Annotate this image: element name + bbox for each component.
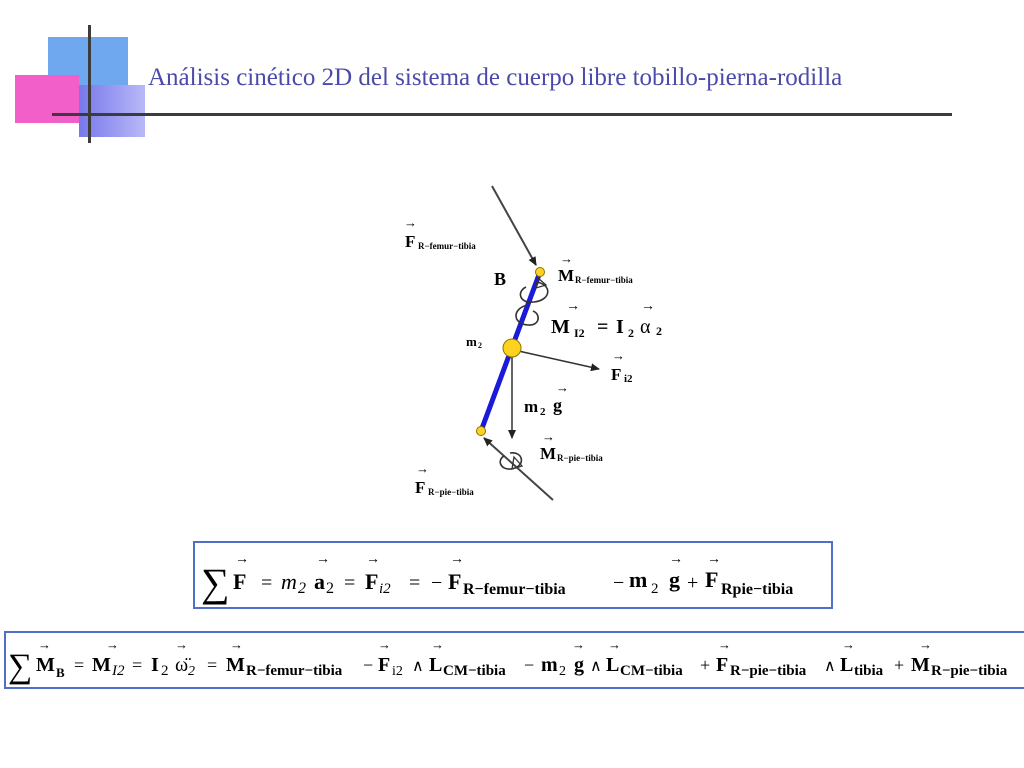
force-inertia-arrow-icon: [514, 350, 599, 369]
svg-text:R−femur−tibia: R−femur−tibia: [418, 241, 476, 251]
svg-text:2: 2: [161, 663, 169, 679]
svg-text:F: F: [405, 232, 416, 251]
svg-text:∧: ∧: [824, 658, 836, 675]
svg-text:2: 2: [651, 581, 659, 597]
svg-text:F: F: [415, 478, 426, 497]
svg-text:CM−tibia: CM−tibia: [620, 663, 683, 679]
svg-text:R−pie−tibia: R−pie−tibia: [730, 663, 807, 679]
svg-text:→: →: [404, 215, 417, 230]
svg-text:m: m: [629, 567, 648, 592]
svg-text:L: L: [429, 654, 443, 676]
svg-text:F: F: [716, 654, 729, 676]
svg-text:−: −: [613, 572, 625, 594]
svg-text:+: +: [687, 572, 699, 594]
svg-text:→: →: [106, 637, 119, 652]
knee-joint-dot-icon: [536, 268, 545, 277]
label-m-r-pie-tibia: [540, 429, 603, 463]
ankle-joint-dot-icon: [477, 427, 486, 436]
svg-text:Rpie−tibia: Rpie−tibia: [721, 581, 794, 598]
svg-text:R−pie−tibia: R−pie−tibia: [428, 487, 474, 497]
svg-text:F: F: [448, 569, 462, 594]
svg-text:∑: ∑: [8, 648, 33, 685]
svg-text:M: M: [911, 654, 930, 676]
svg-text:→: →: [572, 637, 585, 652]
svg-text:→: →: [316, 552, 330, 567]
svg-text:i2: i2: [392, 664, 403, 679]
svg-text:F: F: [705, 567, 719, 592]
label-m-r-femur-tibia: [558, 251, 633, 285]
svg-text:→: →: [556, 380, 569, 395]
svg-text:→: →: [378, 637, 391, 652]
svg-text:+: +: [700, 655, 711, 675]
svg-text:→: →: [707, 552, 721, 567]
svg-text:2: 2: [478, 341, 482, 350]
svg-text:→: →: [566, 299, 580, 314]
moment-equation: [6, 633, 1024, 687]
svg-text:→: →: [560, 251, 573, 266]
svg-text:−: −: [363, 655, 374, 675]
label-f-i2: [611, 348, 633, 385]
svg-text:g: g: [553, 395, 562, 415]
svg-text:α: α: [640, 316, 651, 338]
svg-text:M: M: [36, 654, 55, 676]
svg-text:m: m: [466, 334, 477, 349]
svg-text:→: →: [366, 552, 380, 567]
svg-text:2: 2: [298, 580, 306, 597]
label-weight: [524, 380, 569, 418]
svg-text:M: M: [551, 316, 570, 338]
svg-text:F: F: [365, 569, 379, 594]
svg-text:m: m: [541, 654, 558, 676]
svg-text:2: 2: [188, 664, 195, 679]
svg-text:→: →: [542, 429, 555, 444]
svg-text:=: =: [409, 572, 421, 594]
svg-text:g: g: [669, 567, 680, 592]
svg-text:L: L: [606, 654, 620, 676]
svg-text:−: −: [431, 572, 443, 594]
svg-text:→: →: [919, 637, 932, 652]
svg-text:2: 2: [628, 326, 634, 340]
svg-text:B: B: [56, 665, 65, 680]
svg-text:2: 2: [559, 664, 566, 679]
svg-text:→: →: [38, 637, 51, 652]
force-equation-box: [193, 541, 833, 609]
svg-text:R−femur−tibia: R−femur−tibia: [246, 663, 343, 679]
svg-text:→: →: [431, 637, 444, 652]
svg-text:=: =: [344, 572, 356, 594]
svg-text:i2: i2: [379, 581, 391, 597]
svg-text:=: =: [261, 572, 273, 594]
svg-text:→: →: [669, 552, 683, 567]
label-f-r-pie-tibia: [415, 461, 474, 497]
svg-text:∧: ∧: [590, 658, 602, 675]
svg-text:→: →: [175, 637, 188, 652]
svg-text:F: F: [611, 365, 622, 384]
svg-text:→: →: [450, 552, 464, 567]
svg-text:I: I: [616, 316, 624, 338]
svg-text:R−pie−tibia: R−pie−tibia: [557, 453, 603, 463]
svg-text:+: +: [894, 655, 905, 675]
svg-text:→: →: [608, 637, 621, 652]
page-title: Análisis cinético 2D del sistema de cuerpo libre tobillo-pierna-rodilla: [148, 64, 843, 91]
svg-text:M: M: [540, 444, 557, 463]
svg-text:→: →: [416, 461, 429, 476]
svg-text:R−femur−tibia: R−femur−tibia: [575, 275, 633, 285]
svg-text:ω̈: ω̈: [175, 654, 189, 676]
svg-text:=: =: [132, 655, 143, 675]
svg-text:=: =: [74, 655, 85, 675]
svg-text:=: =: [597, 316, 609, 338]
svg-text:→: →: [718, 637, 731, 652]
svg-text:M: M: [558, 266, 575, 285]
svg-text:→: →: [641, 299, 655, 314]
svg-text:a: a: [314, 569, 325, 594]
svg-text:2: 2: [540, 406, 546, 418]
svg-text:m: m: [281, 569, 297, 594]
svg-text:F: F: [233, 569, 247, 594]
svg-text:−: −: [524, 655, 535, 675]
svg-text:I2: I2: [574, 326, 585, 340]
svg-text:L: L: [840, 654, 854, 676]
svg-text:∑: ∑: [201, 560, 230, 605]
svg-text:F: F: [378, 654, 391, 676]
force-femur-tibia-arrow-icon: [492, 186, 536, 265]
svg-text:→: →: [842, 637, 855, 652]
svg-text:CM−tibia: CM−tibia: [443, 663, 506, 679]
svg-text:I: I: [151, 654, 159, 676]
svg-text:→: →: [235, 552, 249, 567]
svg-text:R−femur−tibia: R−femur−tibia: [463, 581, 566, 598]
svg-text:i2: i2: [624, 373, 633, 385]
svg-text:I2: I2: [112, 663, 125, 679]
label-m-i2-equation: [551, 299, 662, 340]
force-equation: [195, 543, 831, 607]
svg-text:→: →: [230, 637, 243, 652]
moment-equation-box: [4, 631, 1024, 689]
svg-text:R−pie−tibia: R−pie−tibia: [931, 663, 1008, 679]
svg-text:2: 2: [326, 580, 334, 597]
svg-text:M: M: [226, 654, 245, 676]
svg-text:→: →: [612, 348, 625, 363]
center-of-mass-dot-icon: [503, 339, 521, 357]
svg-text:∧: ∧: [412, 658, 424, 675]
point-b-label: B: [494, 269, 507, 289]
svg-text:2: 2: [656, 324, 662, 338]
svg-text:=: =: [207, 655, 218, 675]
label-f-r-femur-tibia: [404, 215, 476, 251]
svg-text:tibia: tibia: [854, 663, 884, 679]
svg-text:M: M: [92, 654, 111, 676]
label-mass: [466, 334, 482, 350]
svg-text:g: g: [574, 654, 584, 676]
svg-text:m: m: [524, 397, 539, 416]
